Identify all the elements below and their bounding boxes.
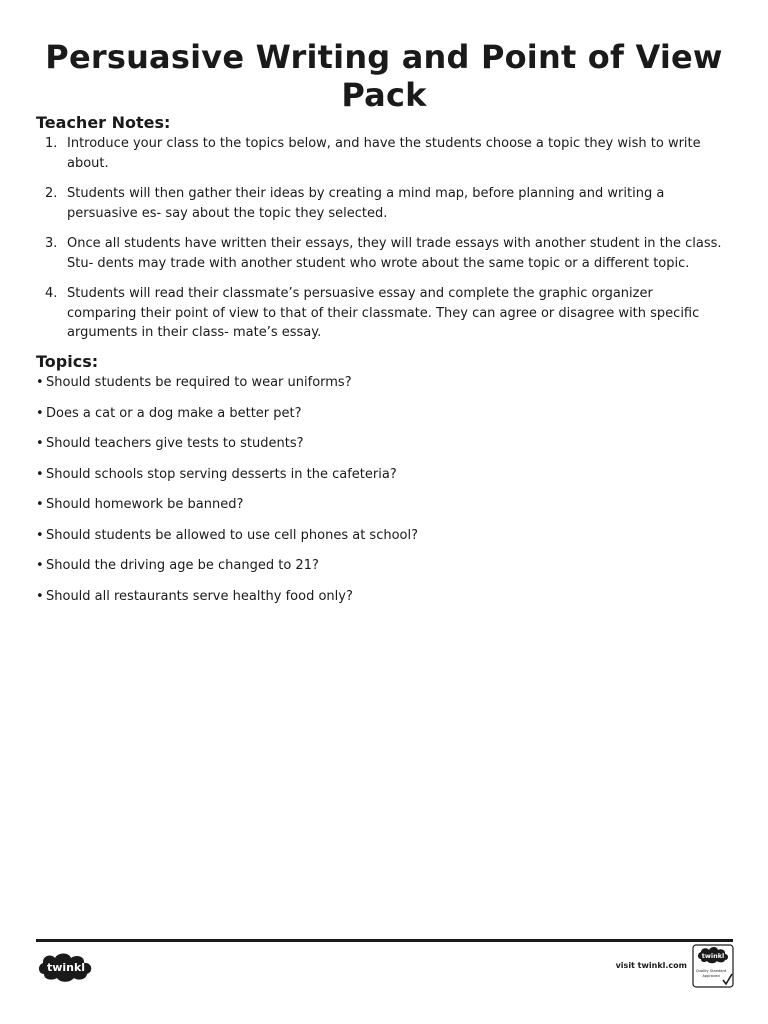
topic-item: • Should homework be banned?	[36, 495, 726, 515]
topic-item: • Should the driving age be changed to 21?	[36, 556, 726, 576]
topic-item: • Should schools stop serving desserts in the cafeteria?	[36, 465, 726, 485]
topic-item: • Should all restaurants serve healthy food only?	[36, 587, 726, 607]
list-item	[36, 284, 726, 343]
list-item-number: 4.	[45, 286, 58, 301]
twinkl-logo	[36, 950, 96, 984]
footer-divider	[36, 939, 733, 942]
logo-text: twinkl	[46, 961, 86, 974]
list-item-text: Introduce your class to the topics below, and have the students choose a topic they wish to write about.	[67, 136, 701, 171]
badge-line-1: Quality Standard	[695, 969, 727, 973]
list-item-number: 2.	[45, 186, 58, 201]
list-item-number: 1.	[45, 136, 58, 151]
list-item-text: Once all students have written their essays, they will trade essays with another student in the class. Stu- dents may trade with another student who wrote about the same topic or a different topic.	[67, 236, 722, 271]
badge-brand: twinkl	[701, 952, 725, 960]
topic-item: • Should students be required to wear uniforms?	[36, 373, 726, 393]
badge-line-2: Approved	[702, 974, 720, 978]
topics-list	[36, 373, 726, 606]
list-item	[36, 184, 726, 223]
teacher-notes-heading: Teacher Notes:	[36, 113, 171, 132]
teacher-notes-section	[36, 113, 726, 354]
topic-item: • Does a cat or a dog make a better pet?	[36, 404, 726, 424]
list-item	[36, 134, 726, 173]
topic-item: • Should teachers give tests to students?	[36, 434, 726, 454]
list-item-text: Students will read their classmate’s persuasive essay and complete the graphic organizer comparing their point of view to that of their classmate. They can agree or disagree with specific arguments in their class- mate’s essay.	[67, 286, 700, 340]
topics-heading: Topics:	[36, 352, 99, 371]
list-item	[36, 234, 726, 273]
teacher-notes-list	[36, 134, 726, 343]
quality-badge	[692, 944, 734, 988]
topic-item: • Should students be allowed to use cell phones at school?	[36, 526, 726, 546]
list-item-text: Students will then gather their ideas by creating a mind map, before planning and writing a persuasive es- say about the topic they selected.	[67, 186, 665, 221]
page-title: Persuasive Writing and Point of View Pack	[45, 38, 723, 114]
list-item-number: 3.	[45, 236, 58, 251]
topics-section	[36, 352, 726, 617]
visit-link[interactable]: visit twinkl.com	[615, 961, 687, 970]
